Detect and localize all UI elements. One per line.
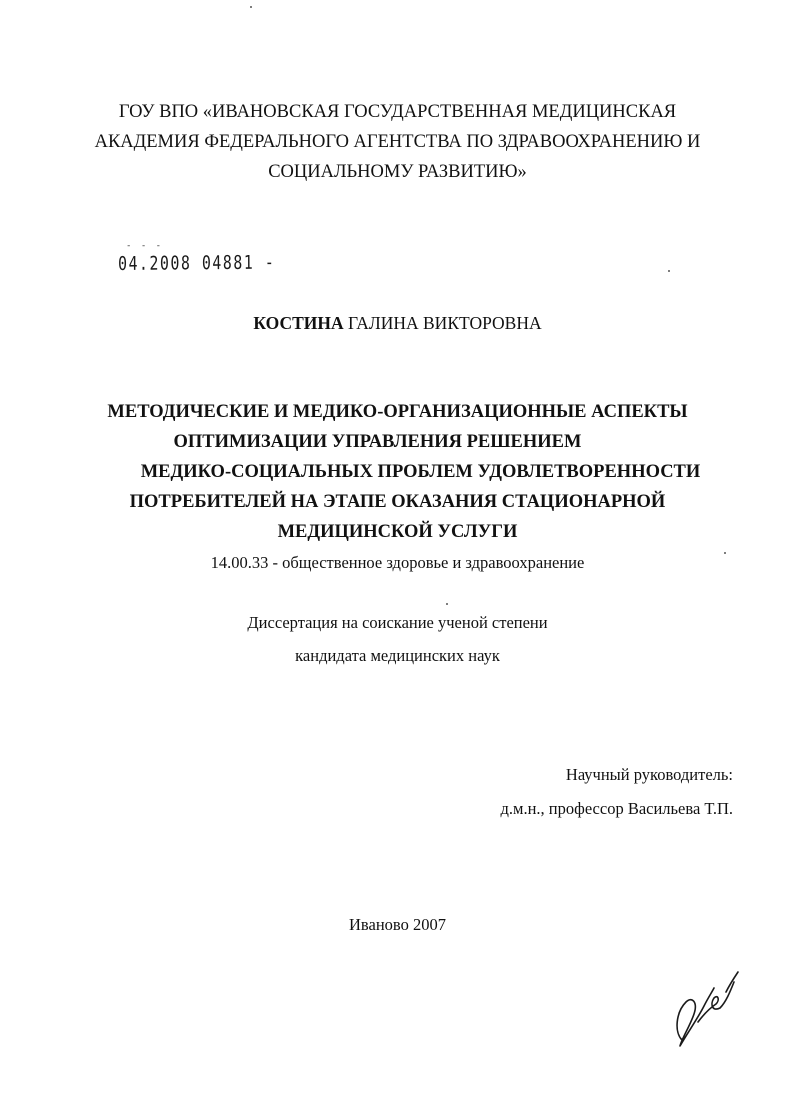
title-line-3: МЕДИКО-СОЦИАЛЬНЫХ ПРОБЛЕМ УДОВЛЕТВОРЕННОСТИ bbox=[140, 462, 701, 482]
scan-speck bbox=[724, 552, 726, 554]
title-line-1: МЕТОДИЧЕСКИЕ И МЕДИКО-ОРГАНИЗАЦИОННЫЕ АСПЕКТЫ bbox=[107, 402, 688, 422]
scan-speck bbox=[668, 270, 670, 272]
supervisor-name: д.м.н., профессор Васильева Т.П. bbox=[500, 799, 733, 818]
scan-speck bbox=[250, 6, 252, 8]
author-name bbox=[0, 312, 795, 334]
institution-line-3: СОЦИАЛЬНОМУ РАЗВИТИЮ» bbox=[268, 162, 527, 182]
scan-speck bbox=[446, 603, 448, 605]
handwritten-signature bbox=[668, 962, 748, 1052]
title-line-5: МЕДИЦИНСКОЙ УСЛУГИ bbox=[277, 522, 518, 542]
institution-line-2: АКАДЕМИЯ ФЕДЕРАЛЬНОГО АГЕНТСТВА ПО ЗДРАВООХРАНЕНИЮ И bbox=[94, 132, 701, 152]
place-year: Иваново 2007 bbox=[349, 915, 446, 934]
degree-line-2: кандидата медицинских наук bbox=[295, 646, 500, 665]
title-line-2: ОПТИМИЗАЦИИ УПРАВЛЕНИЯ РЕШЕНИЕМ bbox=[173, 432, 582, 452]
stamp-marks: - - - bbox=[126, 241, 164, 251]
stamp-dash: - bbox=[254, 251, 276, 274]
supervisor-label: Научный руководитель: bbox=[565, 765, 733, 784]
registry-stamp bbox=[118, 251, 275, 276]
registry-number: 04.2008 04881 bbox=[118, 251, 255, 275]
author-surname: КОСТИНА bbox=[253, 313, 344, 333]
institution-line-1: ГОУ ВПО «ИВАНОВСКАЯ ГОСУДАРСТВЕННАЯ МЕДИЦИНСКАЯ bbox=[118, 102, 677, 122]
specialty-code: 14.00.33 - общественное здоровье и здравоохранение bbox=[210, 553, 585, 572]
author-given-names: ГАЛИНА ВИКТОРОВНА bbox=[348, 313, 542, 333]
degree-line-1: Диссертация на соискание ученой степени bbox=[247, 613, 548, 632]
title-line-4: ПОТРЕБИТЕЛЕЙ НА ЭТАПЕ ОКАЗАНИЯ СТАЦИОНАРНОЙ bbox=[129, 492, 666, 512]
